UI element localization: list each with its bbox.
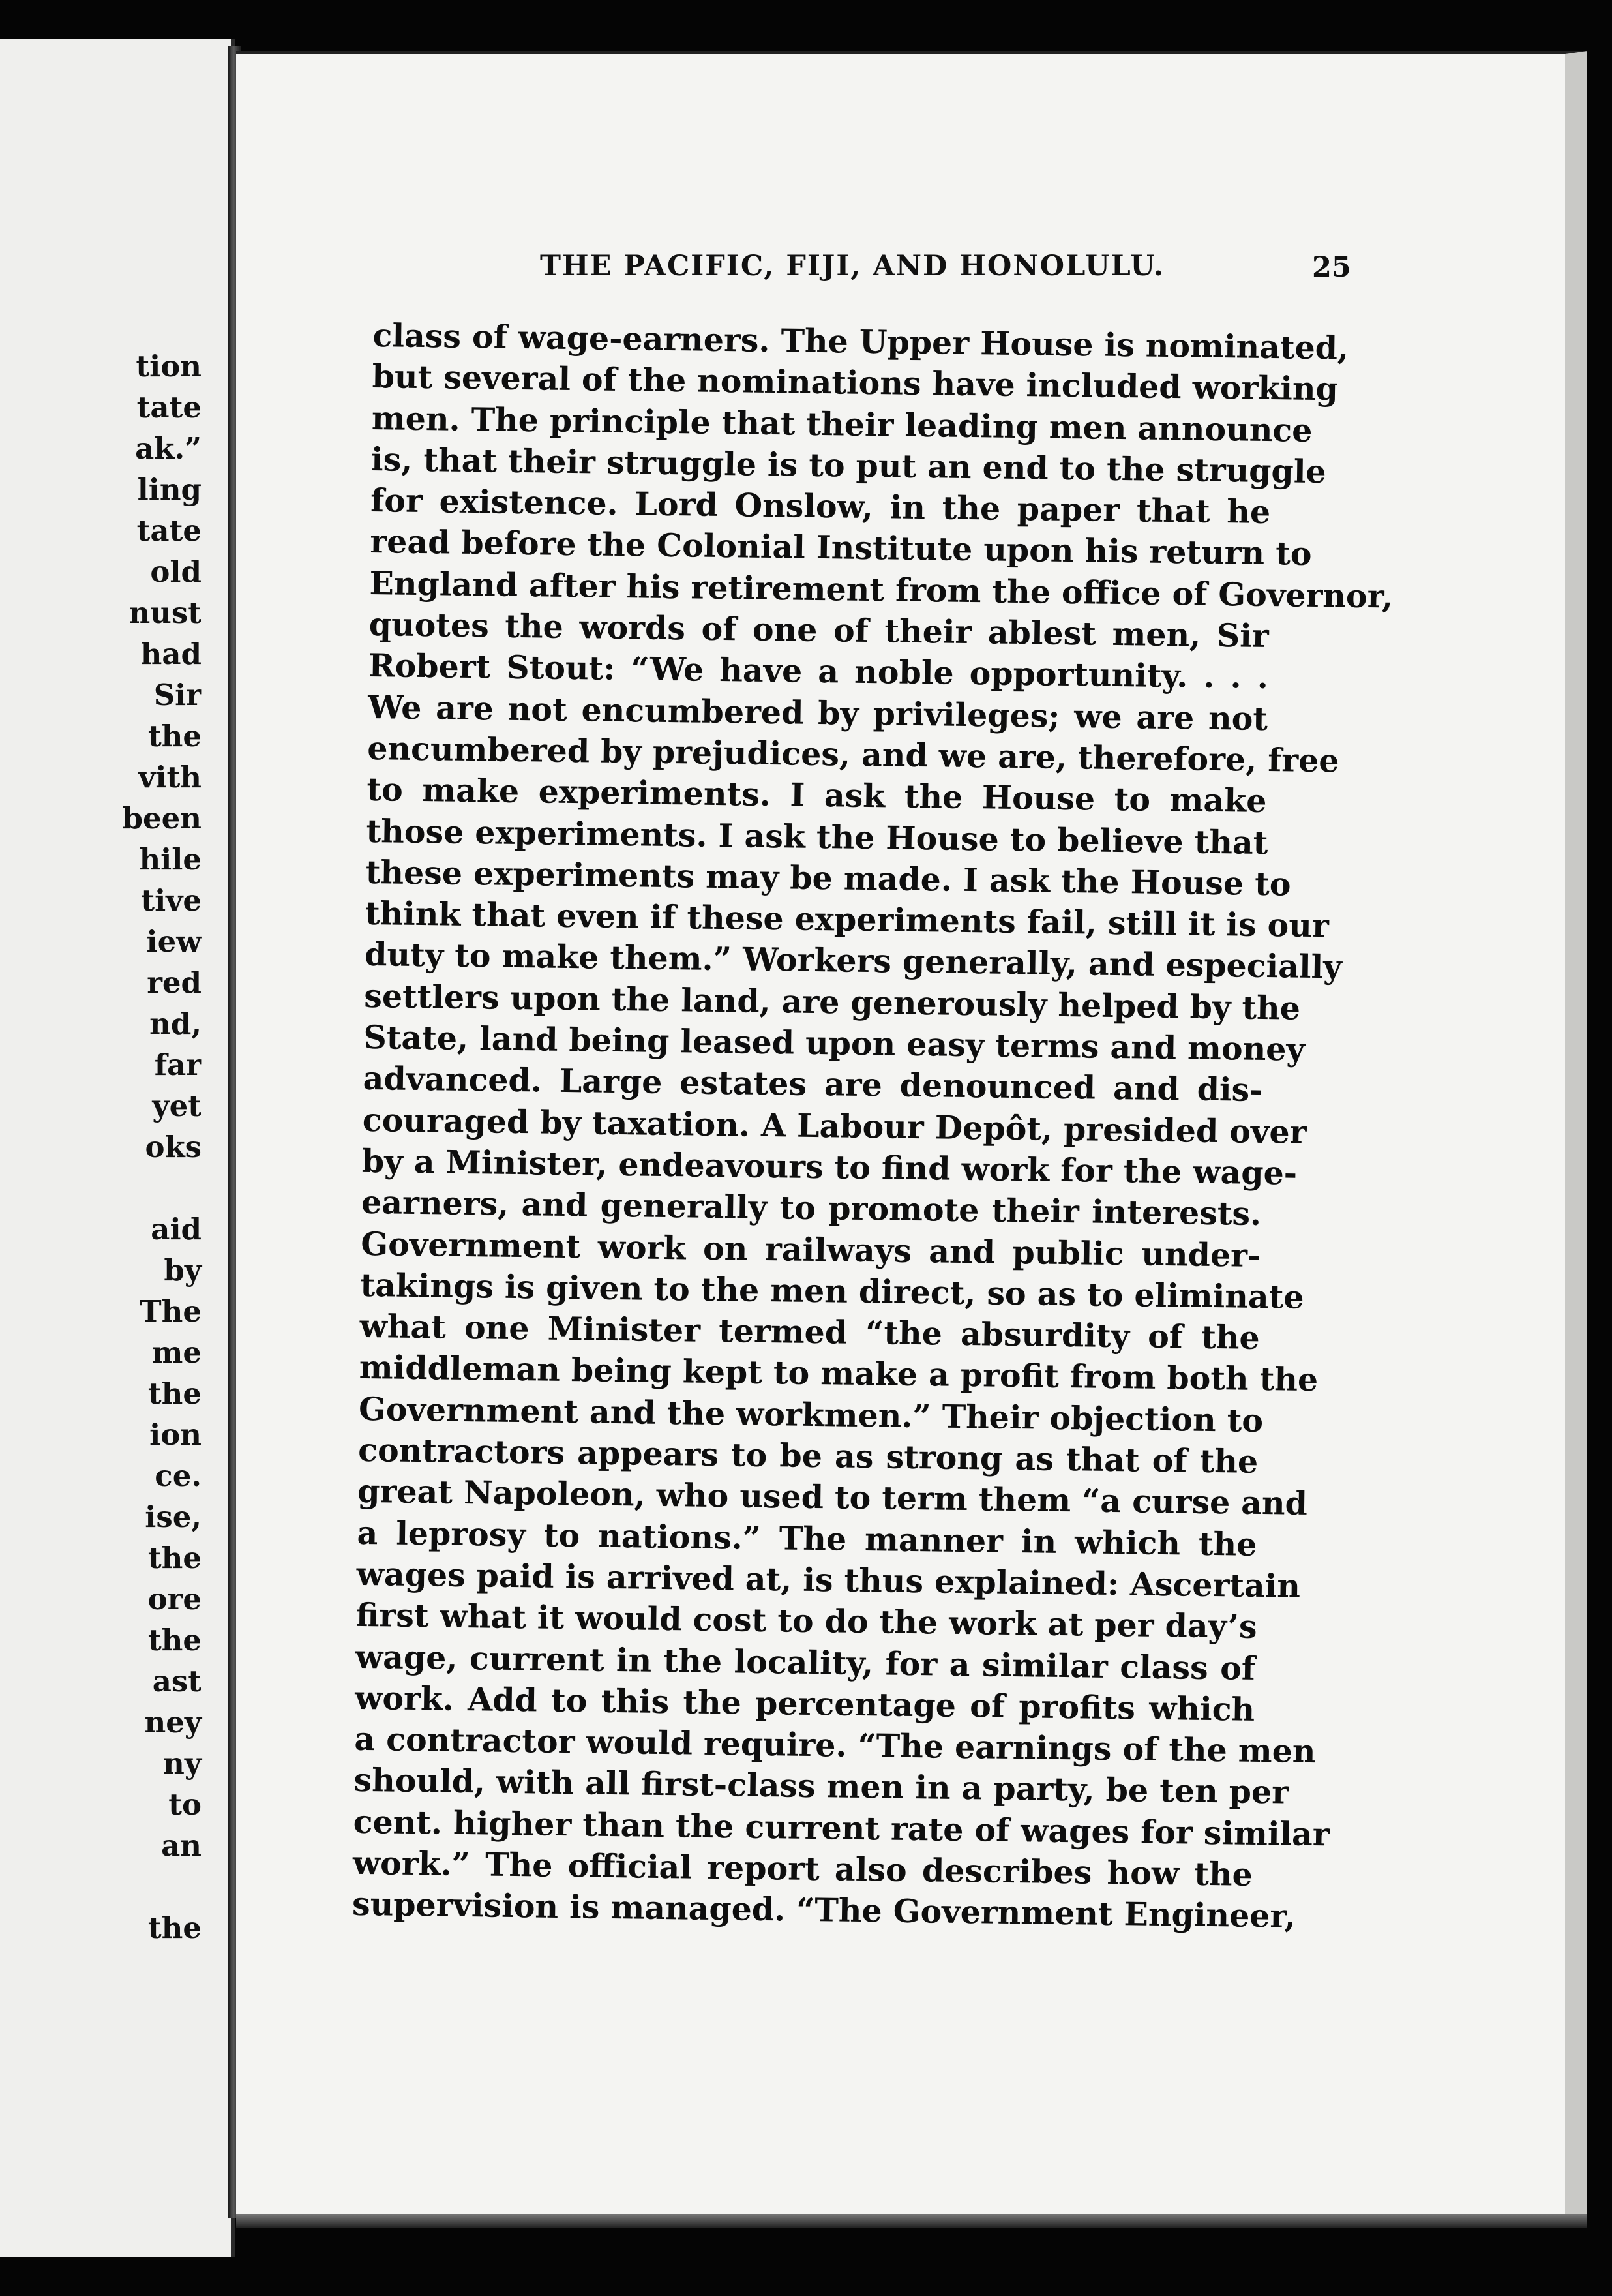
text-line: wages paid is arrived at, is thus explained: Ascertain: [356, 1554, 1301, 1605]
text-line: Government work on railways and public under-: [360, 1224, 1261, 1275]
text-line: these experiments may be made. I ask the House to: [365, 853, 1291, 903]
text-line: takings is given to the men direct, so as to eliminate: [360, 1265, 1304, 1316]
text-line: those experiments. I ask the House to believe that: [366, 811, 1268, 862]
text-line: cent. higher than the current rate of wages for similar: [353, 1802, 1330, 1854]
text-line: Robert Stout: “We have a noble opportunity. . . .: [368, 646, 1269, 697]
text-line: advanced. Large estates are denounced and dis-: [363, 1059, 1263, 1110]
text-line: Government and the workmen.” Their objection to: [358, 1389, 1264, 1440]
left-fragment-line: ney: [144, 1705, 202, 1740]
left-fragment-line: far: [154, 1048, 202, 1082]
left-fragment-line: had: [140, 637, 202, 671]
left-fragment-line: the: [147, 1541, 202, 1575]
text-line: couraged by taxation. A Labour Depôt, presided over: [362, 1100, 1307, 1151]
left-fragment-line: ak.”: [135, 431, 202, 466]
text-line: contractors appears to be as strong as that of the: [357, 1430, 1259, 1481]
text-line: great Napoleon, who used to term them “a curse and: [357, 1472, 1308, 1523]
text-line: State, land being leased upon easy terms and money: [363, 1018, 1306, 1068]
text-line: first what it would cost to do the work at per day’s: [355, 1596, 1257, 1646]
text-line: a contractor would require. “The earnings of the men: [354, 1719, 1316, 1771]
left-fragment-line: tate: [136, 513, 202, 548]
left-fragment-line: ion: [149, 1417, 202, 1452]
running-head: THE PACIFIC, FIJI, AND HONOLULU.: [540, 250, 1165, 282]
left-fragment-line: by: [164, 1253, 202, 1288]
text-line: for existence. Lord Onslow, in the paper that he: [370, 481, 1271, 532]
text-line: class of wage-earners. The Upper House is nominated,: [372, 316, 1349, 367]
left-fragment-line: red: [147, 965, 202, 1000]
text-line: work. Add to this the percentage of profits which: [354, 1678, 1255, 1729]
body-text: [351, 315, 1394, 1937]
text-line: England after his retirement from the office of Governor,: [369, 564, 1394, 616]
left-fragment-line: oks: [145, 1130, 202, 1164]
left-fragment-line: yet: [152, 1089, 202, 1123]
left-fragment-line: the: [147, 719, 202, 753]
left-fragment-line: old: [150, 554, 202, 589]
left-fragment-line: the: [147, 1623, 202, 1657]
left-fragment-line: been: [122, 801, 202, 836]
left-fragment-line: the: [147, 1376, 202, 1411]
text-line: what one Minister termed “the absurdity of the: [359, 1307, 1260, 1357]
text-line: men. The principle that their leading men announce: [371, 399, 1313, 449]
text-line: should, with all first-class men in a party, be ten per: [353, 1761, 1289, 1811]
left-fragment-line: [0, 1866, 231, 1907]
text-line: but several of the nominations have included working: [372, 357, 1339, 408]
text-line: supervision is managed. “The Government Engineer,: [351, 1885, 1296, 1936]
left-page: [0, 39, 235, 2257]
left-fragment-line: tive: [141, 883, 202, 918]
left-fragment-line: nust: [128, 596, 202, 630]
left-fragment-line: tate: [136, 390, 202, 425]
page-number: 25: [1312, 251, 1351, 284]
left-fragment-line: ling: [137, 472, 202, 507]
text-line: by a Minister, endeavours to find work for the wage-: [361, 1141, 1298, 1192]
left-fragment-line: vith: [138, 760, 202, 794]
text-line: settlers upon the land, are generously helped by the: [363, 976, 1301, 1027]
left-fragment-line: ore: [147, 1582, 202, 1616]
text-line: read before the Colonial Institute upon his return to: [370, 522, 1312, 573]
left-fragment-line: iew: [146, 924, 202, 959]
left-fragment-line: me: [151, 1335, 202, 1370]
left-fragment-line: ise,: [145, 1500, 202, 1534]
left-fragment-line: to: [168, 1787, 202, 1822]
text-line: encumbered by prejudices, and we are, therefore, free: [366, 729, 1339, 780]
left-fragment-line: ce.: [155, 1458, 202, 1493]
left-fragment-line: [0, 1168, 231, 1209]
text-line: quotes the words of one of their ablest men, Sir: [368, 605, 1270, 656]
text-line: wage, current in the locality, for a similar class of: [355, 1637, 1256, 1687]
text-line: is, that their struggle is to put an end to the struggle: [370, 440, 1326, 491]
text-line: We are not encumbered by privileges; we are not: [367, 687, 1268, 738]
page-bottom-edge: [236, 2214, 1587, 2228]
right-page: [236, 51, 1587, 2226]
text-line: earners, and generally to promote their interests.: [361, 1183, 1262, 1233]
left-fragment-line: the: [147, 1911, 202, 1945]
left-fragment-line: aid: [151, 1212, 202, 1246]
text-line: middleman being kept to make a profit from both the: [359, 1348, 1319, 1399]
left-fragment-line: The: [140, 1294, 202, 1329]
left-page-text-fragments: [0, 346, 231, 1948]
left-fragment-line: nd,: [149, 1006, 202, 1041]
text-line: think that even if these experiments fail, still it is our: [365, 894, 1330, 945]
text-line: duty to make them.” Workers generally, and especially: [364, 935, 1343, 986]
left-fragment-line: ny: [163, 1746, 202, 1781]
left-fragment-line: Sir: [153, 678, 202, 712]
left-fragment-line: hile: [139, 842, 202, 877]
text-line: a leprosy to nations.” The manner in which the: [357, 1513, 1257, 1563]
left-fragment-line: ast: [152, 1664, 202, 1699]
left-fragment-line: tion: [136, 349, 202, 384]
text-line: to make experiments. I ask the House to make: [366, 770, 1267, 821]
left-fragment-line: an: [161, 1828, 202, 1863]
text-line: work.” The official report also describes how the: [352, 1843, 1253, 1894]
